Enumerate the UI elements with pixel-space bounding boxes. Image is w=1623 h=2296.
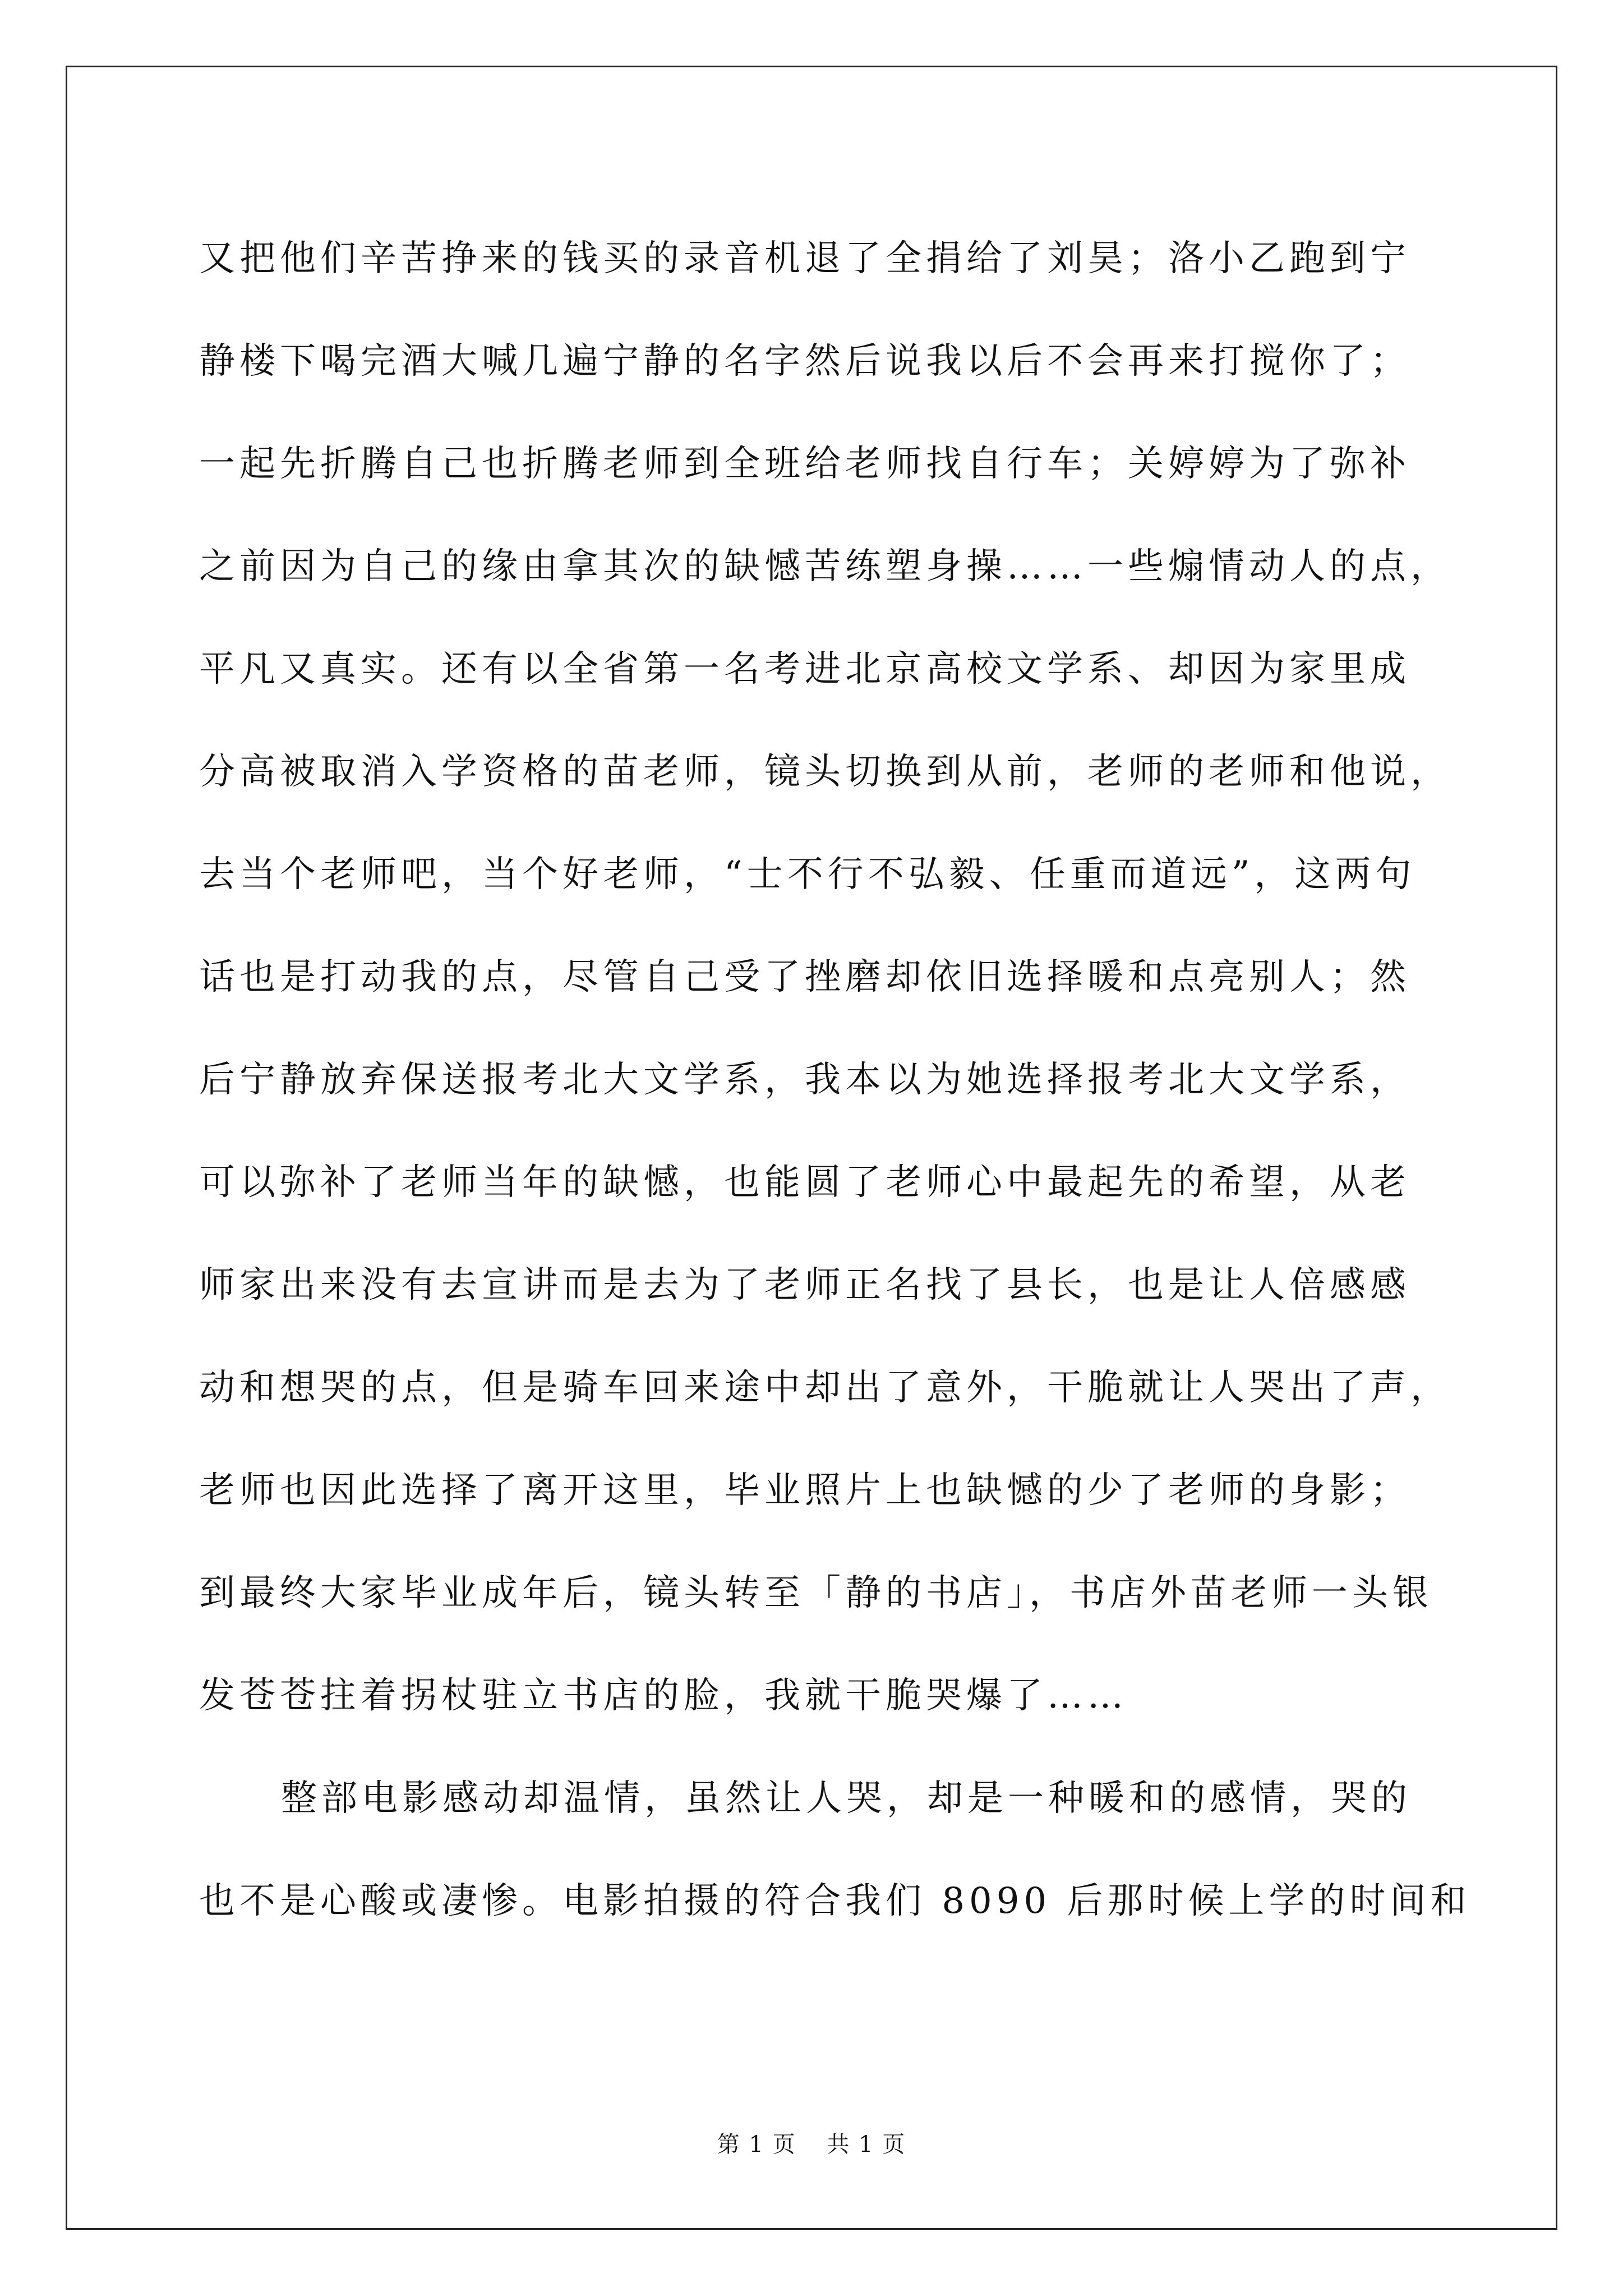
text-line: 到最终大家毕业成年后，镜头转至「静的书店」，书店外苗老师一头银 xyxy=(199,1572,1433,1614)
text-line: 又把他们辛苦挣来的钱买的录音机退了全捐给了刘昊；洛小乙跑到宁 xyxy=(199,238,1410,279)
text-line: 师家出来没有去宣讲而是去为了老师正名找了县长，也是让人倍感感 xyxy=(199,1264,1410,1306)
page-number: 第 1 页 xyxy=(717,2132,796,2157)
text-line: 话也是打动我的点，尽管自己受了挫磨却依旧选择暖和点亮别人；然 xyxy=(199,956,1410,998)
text-line: 发苍苍拄着拐杖驻立书店的脸，我就干脆哭爆了…… xyxy=(199,1675,1128,1717)
text-line: 也不是心酸或凄惨。电影拍摄的符合我们 8090 后那时候上学的时间和 xyxy=(199,1880,1471,1922)
text-line: 老师也因此选择了离开这里，毕业照片上也缺憾的少了老师的身影； xyxy=(199,1470,1410,1511)
text-line: 动和想哭的点，但是骑车回来途中却出了意外，干脆就让人哭出了声， xyxy=(199,1367,1451,1409)
text-line: 静楼下喝完酒大喊几遍宁静的名字然后说我以后不会再来打搅你了； xyxy=(199,341,1410,382)
document-body xyxy=(199,208,1471,1953)
paragraph-start-line: 整部电影感动却温情，虽然让人哭，却是一种暖和的感情，哭的 xyxy=(281,1778,1412,1819)
text-line: 分高被取消入学资格的苗老师，镜头切换到从前，老师的老师和他说， xyxy=(199,751,1451,793)
text-line: 后宁静放弃保送报考北大文学系，我本以为她选择报考北大文学系， xyxy=(199,1059,1410,1101)
page-total: 共 1 页 xyxy=(827,2132,906,2157)
text-line: 可以弥补了老师当年的缺憾，也能圆了老师心中最起先的希望，从老 xyxy=(199,1162,1410,1203)
text-line: 平凡又真实。还有以全省第一名考进北京高校文学系、却因为家里成 xyxy=(199,648,1410,690)
text-line: 之前因为自己的缘由拿其次的缺憾苦练塑身操……一些煽情动人的点， xyxy=(199,546,1451,587)
text-line: 一起先折腾自己也折腾老师到全班给老师找自行车；关婷婷为了弥补 xyxy=(199,443,1410,485)
page-footer xyxy=(0,2129,1623,2160)
text-line: 去当个老师吧，当个好老师，“士不行不弘毅、任重而道远”，这两句 xyxy=(199,854,1416,895)
